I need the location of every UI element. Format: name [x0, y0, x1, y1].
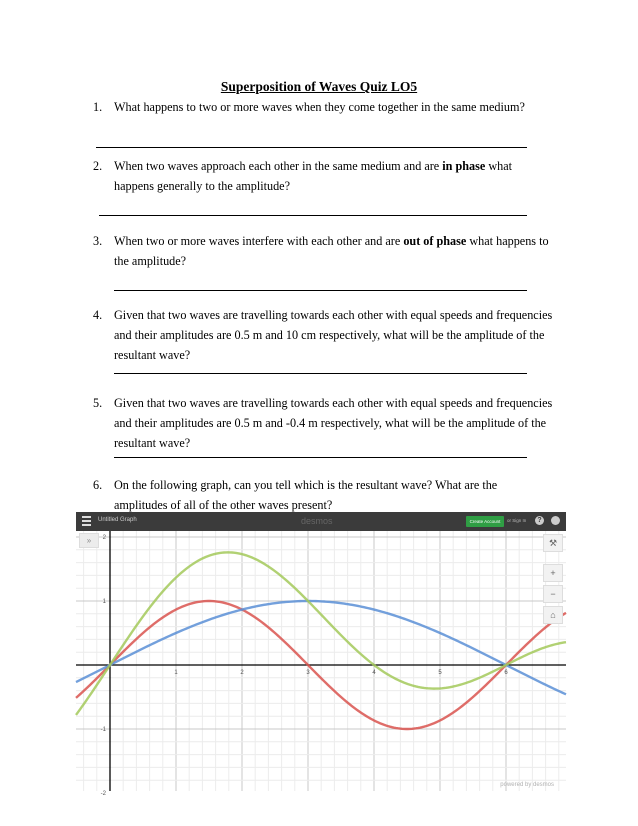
desmos-logo: desmos	[301, 516, 333, 526]
x-tick-label: 1	[174, 670, 178, 676]
question-5: 5. Given that two waves are travelling towards each other with equal speeds and frequencies and their amplitudes are 0.5 m and -0.4 m respectively, what will be the amplitude of the resultant wave?	[93, 396, 553, 450]
answer-line-2[interactable]	[99, 215, 527, 216]
zoom-in-icon[interactable]: +	[543, 564, 563, 582]
x-tick-label: 2	[240, 670, 244, 676]
y-tick-label: -2	[100, 791, 106, 797]
expand-panel-button[interactable]: »	[79, 533, 99, 548]
help-icon[interactable]: ?	[535, 516, 544, 525]
y-tick-label: -1	[100, 727, 106, 733]
zoom-out-icon[interactable]: −	[543, 585, 563, 603]
answer-line-4[interactable]	[114, 373, 527, 374]
question-4: 4. Given that two waves are travelling towards each other with equal speeds and frequencies and their amplitudes are 0.5 m and 10 cm respectively, what will be the amplitude of the resultant wave?	[93, 308, 553, 362]
y-tick-label: 1	[102, 599, 106, 605]
x-tick-label: 6	[504, 670, 508, 676]
desmos-toolbar	[76, 512, 566, 531]
hamburger-menu-icon[interactable]	[82, 516, 91, 526]
question-3: 3. When two or more waves interfere with each other and are out of phase what happens to the amplitude?	[93, 234, 549, 268]
home-icon[interactable]: ⌂	[543, 606, 563, 624]
desmos-watermark: powered by desmos	[500, 782, 554, 788]
x-tick-label: 4	[372, 670, 376, 676]
question-6: 6. On the following graph, can you tell which is the resultant wave? What are the amplitudes of all of the other waves present?	[93, 478, 498, 512]
grid-lines	[76, 531, 566, 791]
graph-plot[interactable]	[76, 531, 566, 797]
question-1: 1. What happens to two or more waves when they come together in the same medium?	[93, 100, 525, 114]
answer-line-3[interactable]	[114, 290, 527, 291]
y-tick-label: 2	[102, 535, 106, 541]
sign-in-link[interactable]: or Sign In	[507, 518, 527, 523]
graph-title[interactable]: Untitled Graph	[98, 517, 137, 523]
x-tick-label: 3	[306, 670, 310, 676]
answer-line-5[interactable]	[114, 457, 527, 458]
answer-line-1[interactable]	[96, 147, 527, 148]
desmos-graph-screenshot	[76, 512, 566, 797]
tick-labels	[101, 535, 509, 797]
question-2: 2. When two waves approach each other in the same medium and are in phase what happens generally to the amplitude?	[93, 159, 513, 193]
graph-tools	[543, 534, 563, 627]
page-title: Superposition of Waves Quiz LO5	[220, 79, 418, 94]
x-tick-label: 5	[438, 670, 442, 676]
globe-icon[interactable]	[551, 516, 560, 525]
wrench-icon[interactable]: ⚒	[543, 534, 563, 552]
create-account-button[interactable]: Create Account	[466, 516, 504, 527]
